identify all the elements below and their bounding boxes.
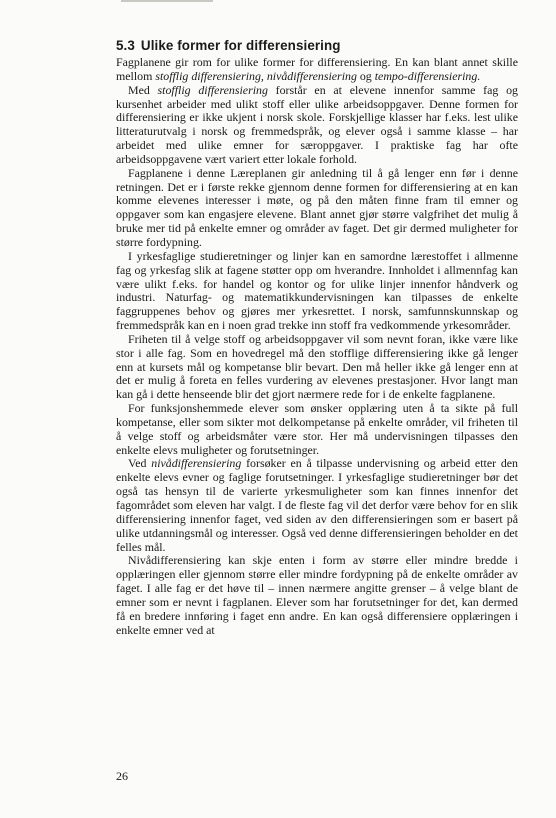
body-paragraph bbox=[116, 402, 518, 457]
body-paragraph bbox=[116, 554, 518, 637]
scan-edge-mark bbox=[121, 0, 213, 2]
body-paragraph bbox=[116, 56, 518, 84]
document-page bbox=[116, 38, 518, 637]
text-run: Nivådifferensiering kan skje enten i form av større eller mindre bredde i opplæringen eller gjennom større eller mindre fordypning på de enkelte områder av faget. I alle fag er det høve til – innen nærmere angitte grenser – å velge blant de emner som er nevnt i fagplanen. Elever som har forutsetninger for det, kan dermed få en bredere innføring i faget enn andre. En kan også differensiere opplæringen i enkelte emner ved at bbox=[116, 553, 518, 637]
text-run: og bbox=[356, 68, 375, 83]
text-run: I yrkesfaglige studieretninger og linjer kan en samordne lærestoffet i allmenne fag og yrkesfag slik at fagene støtter opp om hverandre. Innholdet i allmennfag kan være ulikt f.eks. for handel og kontor og for ulike linjer innenfor håndverk og industri. Naturfag- og matematikkundervisningen kan tilpasses de enkelte faggruppenes behov og gjøres mer yrkesrettet. I norsk, samfunnskunnskap og fremmedspråk kan en i noen grad trekke inn stoff fra vedkommende yrkesområder. bbox=[116, 248, 518, 333]
text-run: Friheten til å velge stoff og arbeidsoppgaver vil som nevnt foran, ikke være like stor i alle fag. Som en hovedregel må den stofflige differensiering ikke gå lenger enn at kursets mål og kompetanse blir bevart. Den må heller ikke gå lenger enn at det er mulig å foreta en felles vurdering av elevenes prestasjoner. Hvor langt man kan gå i dette henseende blir det gjort nærmere rede for i de enkelte fagplanene. bbox=[116, 331, 518, 402]
body-paragraph bbox=[116, 84, 518, 167]
section-number: 5.3 bbox=[116, 38, 135, 53]
text-run: For funksjonshemmede elever som ønsker opplæring uten å ta sikte på full kompetanse, eller som sikter mot delkompetanse på enkelte områder, vil friheten til å velge stoff og arbeidsmåter være stor. Her må undervisningen tilpasses den enkelte elevs muligheter og forutsetninger. bbox=[116, 401, 518, 457]
text-run: Fagplanene i denne Læreplanen gir anledning til å gå lenger enn før i denne retningen. Det er i første rekke gjennom denne formen for differensiering at en kan komme elevenes interesser i møte, og på den måten finne fram til emner og oppgaver som kan engasjere elevene. Blant annet gjør større valgfrihet det mulig å bruke mer tid på enkelte emner og områder av faget. Det gir dermed muligheter for større fordypning. bbox=[116, 165, 518, 249]
text-run: forsøker en å tilpasse undervisning og arbeid etter den enkelte elevs evner og faglige forutsetninger. I yrkesfaglige studieretninger bør det også tas hensyn til de varierte yrkesmuligheter som kan finnes innenfor det fagområdet som eleven har valgt. I de fleste fag vil det derfor være behov for en slik differensiering innenfor faget, ved siden av den differensieringen som er basert på ulike utdanningsmål og interesser. Også ved denne differensieringen beholder en det felles mål. bbox=[116, 456, 518, 554]
text-run: forstår en at elevene innenfor samme fag og kursenhet arbeider med ulikt stoff eller ulike arbeidsoppgaver. Denne formen for differensiering er ikke ukjent i norsk skole. Forskjellige klasser har f.eks. lest ulike litteraturutvalg i norsk og fremmedspråk, og elever også i samme klasse – har arbeidet med ulike emner for særoppgaver. I praktiske fag har ofte arbeidsoppgavene vært variert etter lokale forhold. bbox=[116, 82, 518, 166]
emphasized-term: stofflig differensiering bbox=[157, 82, 268, 97]
text-run: Ved bbox=[128, 456, 152, 471]
emphasized-term: nivådifferensiering bbox=[151, 456, 242, 471]
emphasized-term: stofflig differensiering, nivådifferensiering bbox=[155, 68, 357, 83]
page-number: 26 bbox=[116, 769, 128, 783]
text-run: Med bbox=[128, 82, 158, 97]
section-title: Ulike former for differensiering bbox=[140, 38, 341, 53]
body-paragraph bbox=[116, 167, 518, 250]
emphasized-term: tempo-differensiering. bbox=[374, 68, 481, 83]
body-paragraph bbox=[116, 457, 518, 554]
body-paragraph bbox=[116, 333, 518, 402]
body-paragraph bbox=[116, 250, 518, 333]
text-run: Fagplanene gir rom for ulike former for differensiering. En kan blant annet skille mellom bbox=[116, 55, 518, 83]
body-text bbox=[116, 56, 518, 637]
section-heading bbox=[116, 38, 518, 54]
